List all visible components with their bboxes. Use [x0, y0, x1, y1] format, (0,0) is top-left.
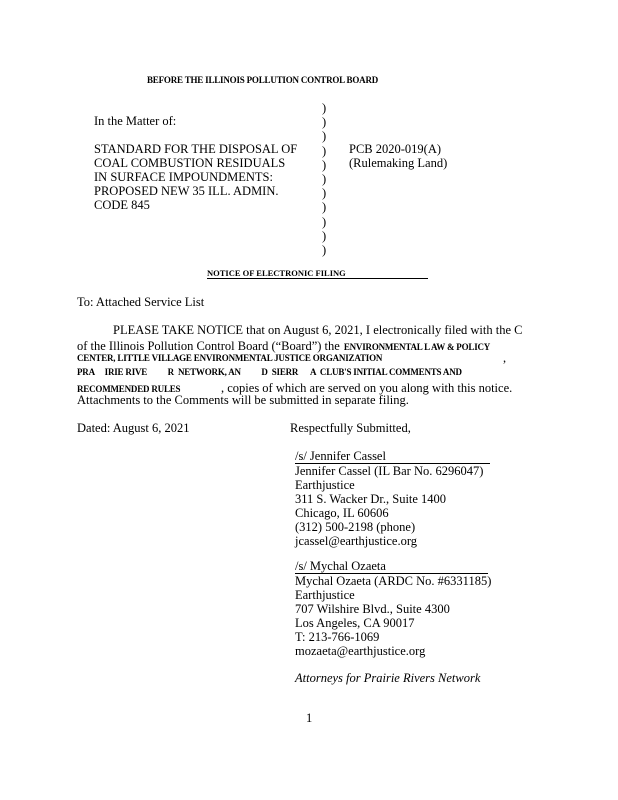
signature-block-2 — [295, 559, 491, 658]
signer-1-address1: 311 S. Wacker Dr., Suite 1400 — [295, 492, 447, 506]
caption-paren: ) — [322, 172, 327, 187]
signer-2-phone: T: 213-766-1069 — [295, 630, 380, 644]
signer-2-name: Mychal Ozaeta (ARDC No. #6331185) — [295, 574, 492, 588]
board-title: BEFORE THE ILLINOIS POLLUTION CONTROL BOARD — [147, 75, 379, 85]
signature-1: /s/ Jennifer Cassel — [295, 449, 490, 464]
body-line-5-caps: RECOMMENDED RULES — [77, 384, 181, 394]
signer-2-email: mozaeta@earthjustice.org — [295, 644, 426, 658]
caption-parens — [322, 101, 326, 257]
caption-paren: ) — [322, 228, 327, 243]
signer-1-email: jcassel@earthjustice.org — [295, 534, 418, 548]
signer-1-phone: (312) 500-2198 (phone) — [295, 520, 416, 534]
signer-1-name: Jennifer Cassel (IL Bar No. 6296047) — [295, 464, 484, 478]
signer-2-address1: 707 Wilshire Blvd., Suite 4300 — [295, 602, 450, 616]
in-matter-label: In the Matter of: — [94, 114, 177, 128]
body-line-2-text: of the Illinois Pollution Control Board (“Board”) the — [77, 339, 340, 353]
body-line-1: PLEASE TAKE NOTICE that on August 6, 2021, I electronically filed with the C — [113, 323, 523, 337]
case-type: (Rulemaking Land) — [349, 156, 448, 170]
body-line-2-caps: ENVIRONMENTAL L AW & POLICY — [343, 342, 491, 352]
respectfully-submitted: Respectfully Submitted, — [290, 421, 411, 435]
body-line-3-caps: CENTER, LITTLE VILLAGE ENVIRONMENTAL JUSTICE ORGANIZATION — [77, 353, 383, 363]
signer-2-org: Earthjustice — [295, 588, 355, 602]
signature-2: /s/ Mychal Ozaeta — [295, 559, 488, 574]
dated-line: Dated: August 6, 2021 — [77, 421, 190, 435]
matter-line: COAL COMBUSTION RESIDUALS — [94, 156, 286, 170]
caption-paren: ) — [322, 143, 327, 158]
signer-1-org: Earthjustice — [295, 478, 355, 492]
matter-line: CODE 845 — [94, 198, 150, 212]
caption-paren: ) — [322, 101, 327, 115]
case-caption — [94, 114, 297, 212]
body-line-6: Attachments to the Comments will be submitted in separate filing. — [77, 393, 409, 407]
body-line-5-rest: , copies of which are served on you along with this notice. — [221, 381, 513, 395]
matter-line: IN SURFACE IMPOUNDMENTS: — [94, 170, 273, 184]
caption-paren: ) — [322, 214, 327, 229]
body-line-4-caps: PRA IRIE RIVE R NETWORK, AN D SIERR A CLUB'S INITIAL COMMENTS AND — [77, 367, 462, 377]
page-number: 1 — [306, 711, 313, 725]
signer-2-address2: Los Angeles, CA 90017 — [295, 616, 415, 630]
case-number: PCB 2020-019(A) — [349, 142, 442, 156]
signer-1-address2: Chicago, IL 60606 — [295, 506, 389, 520]
caption-paren: ) — [322, 157, 327, 172]
caption-paren: ) — [322, 115, 327, 130]
caption-paren: ) — [322, 129, 327, 144]
notice-title: NOTICE OF ELECTRONIC FILING — [207, 268, 428, 279]
matter-line: PROPOSED NEW 35 ILL. ADMIN. — [94, 184, 279, 198]
matter-line: STANDARD FOR THE DISPOSAL OF — [94, 142, 298, 156]
caption-paren: ) — [322, 186, 327, 201]
matter-title — [94, 142, 297, 212]
signature-block-1 — [295, 449, 490, 548]
body-line-3-end: , — [503, 351, 507, 365]
to-line: To: Attached Service List — [77, 295, 205, 309]
caption-paren: ) — [322, 200, 327, 215]
caption-paren: ) — [322, 243, 327, 258]
attorneys-for: Attorneys for Prairie Rivers Network — [295, 671, 481, 685]
